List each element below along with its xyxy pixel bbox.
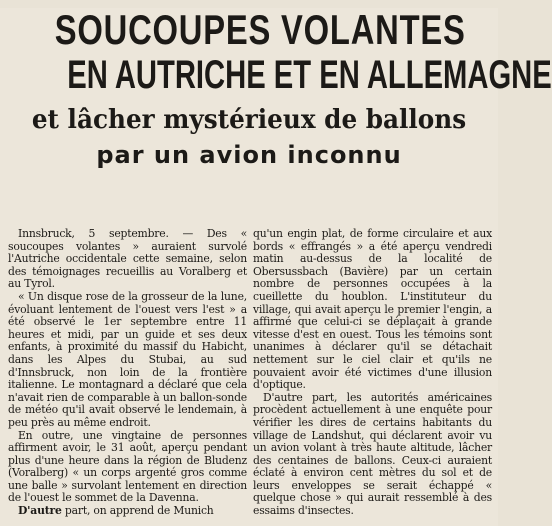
left-paragraph-3: En outre, une vingtaine de personnes affirment avoir, le 31 août, aperçu pendant plus d'une heure dans la région de Bludenz (Voralberg) « un corps argenté gros comme une balle » survolant lentement en direction de l'ouest le sommet de la Davenna. — [8, 428, 247, 505]
headline-line-2: EN AUTRICHE ET EN ALLEMAGNE — [67, 53, 552, 97]
left-paragraph-2: « Un disque rose de la grosseur de la lune, évoluant lentement de l'ouest vers l'est » a été observé le 1er septembre entre 11 heures et midi, par un guide et ses deux enfants, à proximité du massif du Habicht, dans les Alpes du Stubai, au sud d'Innsbruck, non loin de la frontière italienne. Le montagnard a déclaré que cela n'avait rien de comparable à un ballon-sonde de météo qu'il avait observé le lendemain, à peu près au même endroit. — [8, 289, 247, 429]
left-paragraph-4-rest: part, on apprend de Munich — [61, 504, 214, 518]
subheadline: et lâcher mystérieux de ballons — [31, 105, 467, 135]
sub-subheadline: par un avion inconnu — [96, 141, 402, 169]
newspaper-clipping — [0, 6, 552, 526]
headline-line-1: SOUCOUPES VOLANTES — [54, 6, 466, 53]
left-column — [8, 228, 247, 524]
left-paragraph-1: Innsbruck, 5 septembre. — Des « soucoupes volantes » auraient survolé l'Autriche occidentale cette semaine, selon des témoignages recueillis au Voralberg et au Tyrol. — [8, 227, 247, 291]
right-column — [253, 228, 492, 524]
left-paragraph-4-lead: D'autre — [18, 504, 62, 518]
article-body — [8, 228, 492, 524]
right-paragraph-1: qu'un engin plat, de forme circulaire et aux bords « effrangés » a été aperçu vendredi matin au-dessus de la localité de Obersussbach (Bavière) par un certain nombre de personnes occupées à la cueillette du houblon. L'instituteur du village, qui avait aperçu le premier l'engin, a affirmé que celui-ci se déplaçait à grande vitesse d'est en ouest. Tous les témoins sont unanimes à déclarer qu'il se détachait nettement sur le ciel clair et qu'ils ne pouvaient avoir été victimes d'une illusion d'optique. — [253, 227, 492, 392]
left-paragraph-4 — [8, 505, 247, 518]
right-paragraph-2: D'autre part, les autorités américaines procèdent actuellement à une enquête pour vérifier les dires de certains habitants du village de Landshut, qui déclarent avoir vu un avion volant à très haute altitude, lâcher des centaines de ballons. Ceux-ci auraient éclaté à environ cent mètres du sol et de leurs enveloppes se serait échappé « quelque chose » qui aurait ressemblé à des essaims d'insectes. — [253, 390, 492, 518]
